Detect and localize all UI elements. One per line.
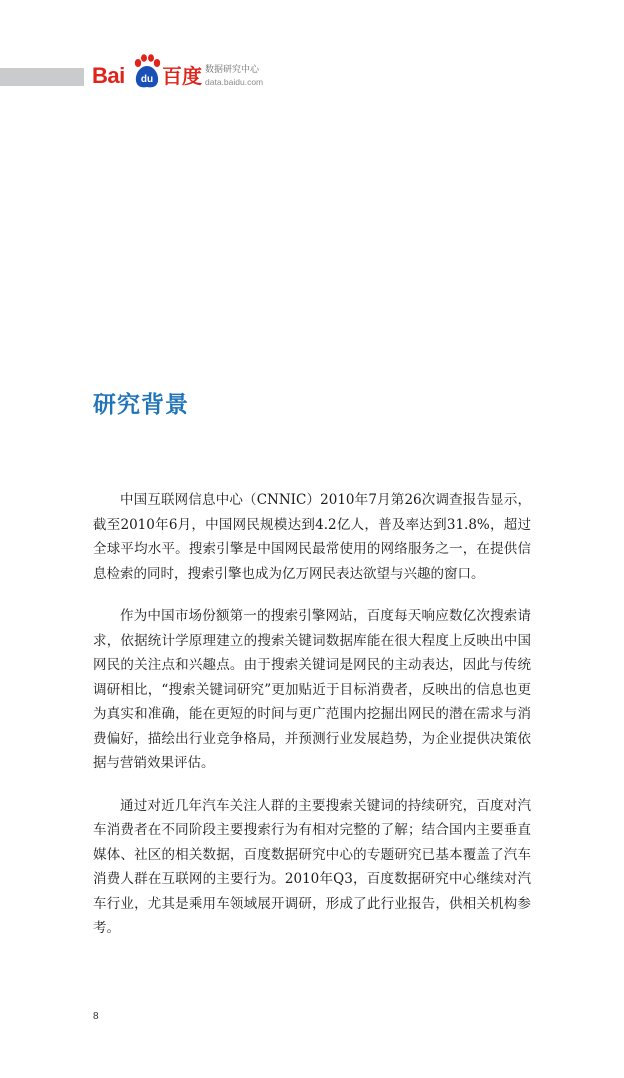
section-title: 研究背景 [93,392,189,418]
header-gray-bar [0,68,84,86]
logo-domain: data.baidu.com [205,77,264,87]
baidu-logo [92,52,282,92]
paragraph-3: 通过对近几年汽车关注人群的主要搜索关键词的持续研究，百度对汽车消费者在不同阶段主要搜索行为有相对完整的了解；结合国内主要垂直媒体、社区的相关数据，百度数据研究中心的专题研究已基本覆盖了汽车消费人群在互联网的主要行为。2010年Q3，百度数据研究中心继续对汽车行业，尤其是乘用车领域展开调研，形成了此行业报告，供相关机构参考。 [93,797,531,936]
logo-text-baidu-cn: 百度 [162,64,202,88]
page-number: 8 [93,1011,99,1022]
body-text [93,488,531,959]
logo-center-name: 数据研究中心 [205,65,260,75]
paragraph-1: 中国互联网信息中心（CNNIC）2010年7月第26次调查报告显示，截至2010年6月，中国网民规模达到4.2亿人，普及率达到31.8%，超过全球平均水平。搜索引擎是中国网民最常使用的网络服务之一，在提供信息检索的同时，搜索引擎也成为亿万网民表达欲望与兴趣的窗口。 [93,492,531,582]
logo-text-bai: Bai [92,63,125,88]
baidu-paw-icon [132,54,162,88]
logo-text-du: du [140,74,154,85]
paragraph-2: 作为中国市场份额第一的搜索引擎网站，百度每天响应数亿次搜索请求，依据统计学原理建立的搜索关键词数据库能在很大程度上反映出中国网民的关注点和兴趣点。由于搜索关键词是网民的主动表达，因此与传统调研相比，“搜索关键词研究”更加贴近于目标消费者，反映出的信息也更为真实和准确，能在更短的时间与更广范围内挖掘出网民的潜在需求与消费偏好，描绘出行业竞争格局，并预测行业发展趋势，为企业提供决策依据与营销效果评估。 [93,608,531,771]
